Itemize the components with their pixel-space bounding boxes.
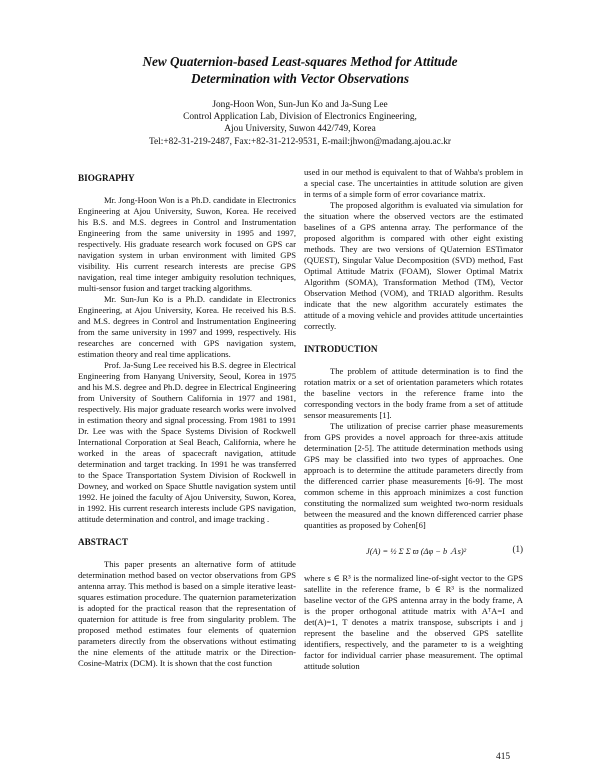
equation-expression: J(A) = ½ Σ Σ ϖ (Δφ − b Ａs)² bbox=[366, 547, 467, 556]
affiliation-line-2: Ajou University, Suwon 442/749, Korea bbox=[224, 124, 376, 135]
spacer bbox=[304, 332, 523, 343]
bio-paragraph-1: Mr. Jong-Hoon Won is a Ph.D. candidate in Electronics Engineering at Ajou University, Suwon, Korea. He received his B.S. and M.S. degrees in Control and Instrumentation Engineering from the same university in 1995 and 1997, respectively. His graduate research work focused on GPS car navigation system in urban environment with limited GPS visibility. His current research interests are precise GPS navigation, real time integer ambiguity resolution techniques, multi-sensor fusion and target tracking algorithms. bbox=[78, 195, 296, 293]
right-column bbox=[304, 167, 523, 672]
abstract-continuation: used in our method is equivalent to that of Wahba's problem in a special case. The uncertainties in attitude solution are given in terms of a simple form of error covariance matrix. bbox=[304, 167, 523, 199]
abstract-heading: ABSTRACT bbox=[78, 537, 129, 547]
introduction-heading: INTRODUCTION bbox=[304, 344, 378, 354]
page-number: 415 bbox=[496, 752, 511, 762]
biography-heading: BIOGRAPHY bbox=[78, 173, 135, 183]
equation-number: (1) bbox=[512, 544, 523, 554]
intro-paragraph-2: The utilization of precise carrier phase measurements from GPS provides a novel approach for three-axis attitude determination [2-5]. The attitude determination methods using GPS may be classified into two types of approaches. One approach is to determine the attitude parameters directly from the differenced carrier phase measurements [6-9]. The most common scheme in this approach minimizes a cost function constituting the normalized sum weighted two-norm residuals between the measured and the known differenced carrier phase quantities as proposed by Cohen[6] bbox=[304, 421, 523, 530]
contact-line: Tel:+82-31-219-2487, Fax:+82-31-212-9531, E-mail:jhwon@madang.ajou.ac.kr bbox=[148, 136, 452, 147]
title-line-1: New Quaternion-based Least-squares Method for Attitude bbox=[142, 54, 458, 69]
author-block bbox=[60, 99, 540, 148]
author-names: Jong-Hoon Won, Sun-Jun Ko and Ja-Sung Lee bbox=[212, 100, 388, 110]
abstract-paragraph-2: The proposed algorithm is evaluated via simulation for the situation where the observed vectors are the estimated baselines of a GPS antenna array. The performance of the proposed algorithm is compared with other eight existing methods. They are two versions of QUaternion ESTimator (QUEST), Singular Value Decomposition (SVD) method, Fast Optimal Attitude Matrix (FOAM), Slower Optimal Matrix Algorithm (SOMA), Transformation Method (TM), Vector Observation Method (VOM), and TRIAD algorithm. Results indicate that the new algorithm accurately estimates the attitude of a moving vehicle and provides attitude uncertainties correctly. bbox=[304, 200, 523, 331]
left-column bbox=[78, 172, 296, 669]
equation-explanation: where s ∈ R³ is the normalized line-of-sight vector to the GPS satellite in the reference frame, b ∈ R³ is the normalized baseline vector of the GPS antenna array in the body frame, A is the proper orthogonal attitude matrix with AᵀA=I and det(A)=1, T denotes a matrix transpose, subscripts i and j represent the baseline and the observed GPS satellite identifiers, respectively, and the parameter ϖ is a weighting factor for individual carrier phase measurement. The optimal attitude solution bbox=[304, 573, 523, 671]
bio-paragraph-3: Prof. Ja-Sung Lee received his B.S. degree in Electrical Engineering from Hanyang University, Seoul, Korea in 1975 and his M.S. degree and Ph.D. degree in Electrical Engineering from University of Southern California in 1977 and 1981, respectively. His major graduate research works were involved in estimation theory and signal processing. From 1981 to 1991 Dr. Lee was with the Space Systems Division of Rockwell International Corporation at Seal Beach, California, where he worked in the areas of spacecraft navigation, attitude determination and target tracking. In 1991 he was transferred to the Space Transportation System Division of Rockwell in Downey, and worked on Space Shuttle navigation system until 1992. He joined the faculty of Ajou University, Suwon, Korea, in 1992. His current research interests include GPS navigation, attitude determination and control, and image tracking . bbox=[78, 360, 296, 524]
abstract-paragraph-1: This paper presents an alternative form of attitude determination method based on vector observations from GPS antenna array. This method is based on a simple iterative least-squares estimation procedure. The quaternion parameterization is adopted for the practical reason that the representation of quaternion for attitude is free from singularity problem. The proposed method estimates four elements of quaternion parameters directly from the observations without estimating the nine elements of the attitude matrix or the Direction-Cosine-Matrix (DCM). It is shown that the cost function bbox=[78, 559, 296, 668]
paper-title bbox=[60, 53, 540, 87]
spacer bbox=[78, 525, 296, 536]
bio-paragraph-2: Mr. Sun-Jun Ko is a Ph.D. candidate in Electronics Engineering, at Ajou University, Korea. He received his B.S. and M.S. degrees in Control and Instrumentation Engineering from the same university in 1997 and 1999, respectively. His researches are concerned with GPS navigation system, estimation theory and real time applications. bbox=[78, 294, 296, 359]
intro-paragraph-1: The problem of attitude determination is to find the rotation matrix or a set of orientation parameters which rotates the baseline vectors in the reference frame into the corresponding vectors in the body frame from a set of attitude sensor measurements [1]. bbox=[304, 366, 523, 420]
title-line-2: Determination with Vector Observations bbox=[191, 71, 409, 86]
affiliation-line-1: Control Application Lab, Division of Electronics Engineering, bbox=[183, 112, 417, 123]
equation-1 bbox=[304, 537, 523, 567]
